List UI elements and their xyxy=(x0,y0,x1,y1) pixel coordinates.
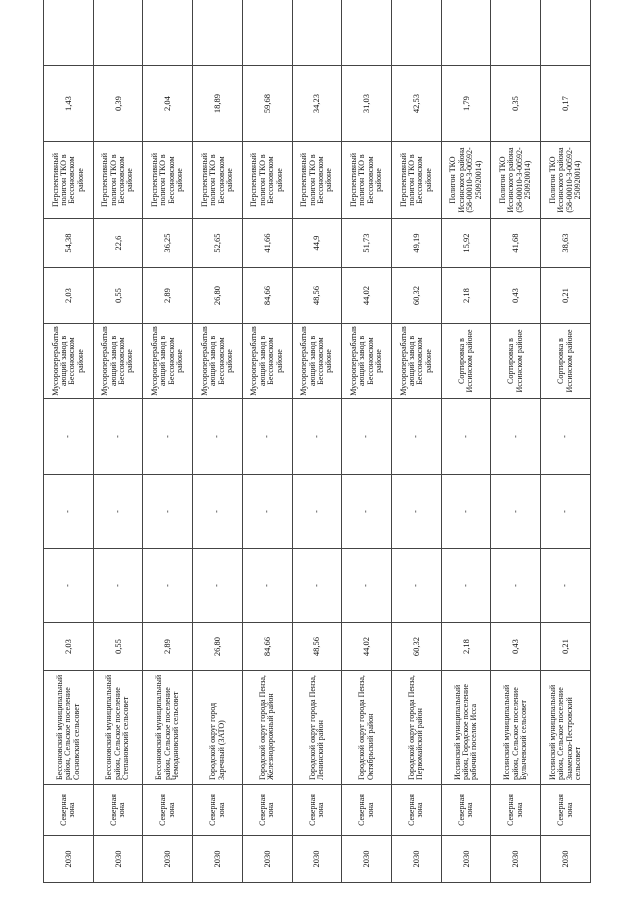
remainder-cell xyxy=(292,0,342,66)
disposed-volume-cell: 34,23 xyxy=(292,66,342,142)
municipality-cell: Иссинский муниципальный район, Сельское поселение Знаменско-Пестровский сельсовет xyxy=(541,671,591,785)
generated-volume-cell: 44,02 xyxy=(342,623,392,671)
disposed-volume-cell: 0,17 xyxy=(541,66,591,142)
empty-cell: - xyxy=(342,549,392,623)
landfill-cell: Полигон ТКО Иссинского района (58-00010-З-00592-250920014) xyxy=(491,142,541,219)
year-cell: 2030 xyxy=(541,836,591,883)
remainder-cell xyxy=(491,0,541,66)
landfill-cell: Перспективный полигон ТКО в Бессоновском районе xyxy=(342,142,392,219)
empty-cell: - xyxy=(491,399,541,475)
generated-volume-cell: 0,55 xyxy=(93,623,143,671)
table-row xyxy=(491,0,541,883)
disposed-volume-cell: 1,79 xyxy=(441,66,491,142)
table-row xyxy=(292,0,342,883)
year-cell: 2030 xyxy=(441,836,491,883)
capacity-cell: 38,63 xyxy=(541,219,591,268)
empty-cell: - xyxy=(491,549,541,623)
generated-volume-cell: 2,03 xyxy=(44,623,94,671)
remainder-cell xyxy=(392,0,442,66)
empty-cell: - xyxy=(44,399,94,475)
disposed-volume-cell: 0,35 xyxy=(491,66,541,142)
empty-cell: - xyxy=(292,475,342,549)
table-row xyxy=(44,0,94,883)
generated-volume-cell: 48,56 xyxy=(292,623,342,671)
municipality-cell: Городской округ города Пенза, Ленинский район xyxy=(292,671,342,785)
capacity-cell: 22,6 xyxy=(93,219,143,268)
table-row xyxy=(193,0,243,883)
municipality-cell: Городской округ города Пенза, Первомайский район xyxy=(392,671,442,785)
capacity-cell: 49,19 xyxy=(392,219,442,268)
generated-volume-cell: 2,18 xyxy=(441,623,491,671)
capacity-cell: 51,73 xyxy=(342,219,392,268)
processed-volume-cell: 84,66 xyxy=(242,268,292,324)
table-row xyxy=(242,0,292,883)
empty-cell: - xyxy=(342,399,392,475)
generated-volume-cell: 60,32 xyxy=(392,623,442,671)
generated-volume-cell: 0,43 xyxy=(491,623,541,671)
empty-cell: - xyxy=(242,549,292,623)
zone-cell: Северная зона xyxy=(541,785,591,836)
capacity-cell: 15,92 xyxy=(441,219,491,268)
processing-facility-cell: Мусороперерабатывающий завод в Бессоновском районе xyxy=(292,324,342,399)
remainder-cell xyxy=(441,0,491,66)
waste-flow-table xyxy=(43,0,591,883)
year-cell: 2030 xyxy=(292,836,342,883)
empty-cell: - xyxy=(292,549,342,623)
municipality-cell: Городской округ города Пенза, Железнодорожный район xyxy=(242,671,292,785)
empty-cell: - xyxy=(93,399,143,475)
year-cell: 2030 xyxy=(392,836,442,883)
empty-cell: - xyxy=(93,549,143,623)
capacity-cell: 44,9 xyxy=(292,219,342,268)
processed-volume-cell: 0,43 xyxy=(491,268,541,324)
empty-cell: - xyxy=(193,549,243,623)
disposed-volume-cell: 1,43 xyxy=(44,66,94,142)
municipality-cell: Городской округ города Пенза, Октябрьский район xyxy=(342,671,392,785)
capacity-cell: 52,65 xyxy=(193,219,243,268)
remainder-cell xyxy=(541,0,591,66)
capacity-cell: 41,66 xyxy=(242,219,292,268)
zone-cell: Северная зона xyxy=(193,785,243,836)
year-cell: 2030 xyxy=(242,836,292,883)
landfill-cell: Перспективный полигон ТКО в Бессоновском районе xyxy=(292,142,342,219)
landfill-cell: Полигон ТКО Иссинского района (58-00010-З-00592-250920014) xyxy=(541,142,591,219)
landfill-cell: Перспективный полигон ТКО в Бессоновском районе xyxy=(44,142,94,219)
empty-cell: - xyxy=(143,549,193,623)
empty-cell: - xyxy=(193,399,243,475)
zone-cell: Северная зона xyxy=(292,785,342,836)
processing-facility-cell: Сортировка в Иссинском районе xyxy=(541,324,591,399)
processing-facility-cell: Сортировка в Иссинском районе xyxy=(491,324,541,399)
landfill-cell: Перспективный полигон ТКО в Бессоновском районе xyxy=(193,142,243,219)
generated-volume-cell: 0,21 xyxy=(541,623,591,671)
table-row xyxy=(541,0,591,883)
zone-cell: Северная зона xyxy=(93,785,143,836)
capacity-cell: 41,68 xyxy=(491,219,541,268)
processed-volume-cell: 48,56 xyxy=(292,268,342,324)
zone-cell: Северная зона xyxy=(342,785,392,836)
table-row xyxy=(441,0,491,883)
zone-cell: Северная зона xyxy=(441,785,491,836)
processed-volume-cell: 0,21 xyxy=(541,268,591,324)
empty-cell: - xyxy=(44,475,94,549)
empty-cell: - xyxy=(242,399,292,475)
processing-facility-cell: Мусороперерабатывающий завод в Бессоновском районе xyxy=(93,324,143,399)
generated-volume-cell: 84,66 xyxy=(242,623,292,671)
zone-cell: Северная зона xyxy=(491,785,541,836)
empty-cell: - xyxy=(541,399,591,475)
processing-facility-cell: Мусороперерабатывающий завод в Бессоновском районе xyxy=(44,324,94,399)
landfill-cell: Перспективный полигон ТКО в Бессоновском районе xyxy=(143,142,193,219)
disposed-volume-cell: 2,04 xyxy=(143,66,193,142)
processing-facility-cell: Сортировка в Иссинском районе xyxy=(441,324,491,399)
table-row xyxy=(342,0,392,883)
processed-volume-cell: 26,80 xyxy=(193,268,243,324)
processing-facility-cell: Мусороперерабатывающий завод в Бессоновском районе xyxy=(143,324,193,399)
remainder-cell xyxy=(93,0,143,66)
municipality-cell: Иссинский муниципальный район, Городское поселение рабочий поселок Исса xyxy=(441,671,491,785)
year-cell: 2030 xyxy=(342,836,392,883)
empty-cell: - xyxy=(193,475,243,549)
municipality-cell: Бессоновский муниципальный район, Сельское поселение Чемодановский сельсовет xyxy=(143,671,193,785)
empty-cell: - xyxy=(392,399,442,475)
processing-facility-cell: Мусороперерабатывающий завод в Бессоновском районе xyxy=(193,324,243,399)
empty-cell: - xyxy=(392,549,442,623)
landfill-cell: Перспективный полигон ТКО в Бессоновском районе xyxy=(242,142,292,219)
disposed-volume-cell: 59,68 xyxy=(242,66,292,142)
capacity-cell: 54,38 xyxy=(44,219,94,268)
zone-cell: Северная зона xyxy=(392,785,442,836)
table-row xyxy=(143,0,193,883)
zone-cell: Северная зона xyxy=(242,785,292,836)
processing-facility-cell: Мусороперерабатывающий завод в Бессоновском районе xyxy=(242,324,292,399)
empty-cell: - xyxy=(143,475,193,549)
processed-volume-cell: 2,03 xyxy=(44,268,94,324)
processed-volume-cell: 2,18 xyxy=(441,268,491,324)
empty-cell: - xyxy=(392,475,442,549)
empty-cell: - xyxy=(441,399,491,475)
table-row xyxy=(93,0,143,883)
table-row xyxy=(392,0,442,883)
empty-cell: - xyxy=(441,549,491,623)
processed-volume-cell: 60,32 xyxy=(392,268,442,324)
empty-cell: - xyxy=(242,475,292,549)
year-cell: 2030 xyxy=(44,836,94,883)
zone-cell: Северная зона xyxy=(44,785,94,836)
processed-volume-cell: 0,55 xyxy=(93,268,143,324)
landfill-cell: Перспективный полигон ТКО в Бессоновском районе xyxy=(392,142,442,219)
processed-volume-cell: 44,02 xyxy=(342,268,392,324)
year-cell: 2030 xyxy=(193,836,243,883)
zone-cell: Северная зона xyxy=(143,785,193,836)
disposed-volume-cell: 31,03 xyxy=(342,66,392,142)
landfill-cell: Перспективный полигон ТКО в Бессоновском районе xyxy=(93,142,143,219)
municipality-cell: Городской округ город Заречный (ЗАТО) xyxy=(193,671,243,785)
processing-facility-cell: Мусороперерабатывающий завод в Бессоновском районе xyxy=(342,324,392,399)
empty-cell: - xyxy=(441,475,491,549)
year-cell: 2030 xyxy=(491,836,541,883)
municipality-cell: Бессоновский муниципальный район, Сельское поселение Сосновский сельсовет xyxy=(44,671,94,785)
municipality-cell: Иссинский муниципальный район, Сельское поселение Булычевский сельсовет xyxy=(491,671,541,785)
empty-cell: - xyxy=(143,399,193,475)
empty-cell: - xyxy=(541,475,591,549)
empty-cell: - xyxy=(292,399,342,475)
empty-cell: - xyxy=(93,475,143,549)
landfill-cell: Полигон ТКО Иссинского района (58-00010-З-00592-250920014) xyxy=(441,142,491,219)
disposed-volume-cell: 0,39 xyxy=(93,66,143,142)
generated-volume-cell: 2,89 xyxy=(143,623,193,671)
generated-volume-cell: 26,80 xyxy=(193,623,243,671)
disposed-volume-cell: 42,53 xyxy=(392,66,442,142)
remainder-cell xyxy=(242,0,292,66)
empty-cell: - xyxy=(342,475,392,549)
empty-cell: - xyxy=(44,549,94,623)
processed-volume-cell: 2,89 xyxy=(143,268,193,324)
remainder-cell xyxy=(143,0,193,66)
disposed-volume-cell: 18,89 xyxy=(193,66,243,142)
capacity-cell: 36,25 xyxy=(143,219,193,268)
empty-cell: - xyxy=(541,549,591,623)
year-cell: 2030 xyxy=(93,836,143,883)
municipality-cell: Бессоновский муниципальный район, Сельское поселение Степановский сельсовет xyxy=(93,671,143,785)
remainder-cell xyxy=(44,0,94,66)
year-cell: 2030 xyxy=(143,836,193,883)
remainder-cell xyxy=(342,0,392,66)
remainder-cell xyxy=(193,0,243,66)
rotated-table-wrapper xyxy=(43,21,591,883)
processing-facility-cell: Мусороперерабатывающий завод в Бессоновском районе xyxy=(392,324,442,399)
empty-cell: - xyxy=(491,475,541,549)
